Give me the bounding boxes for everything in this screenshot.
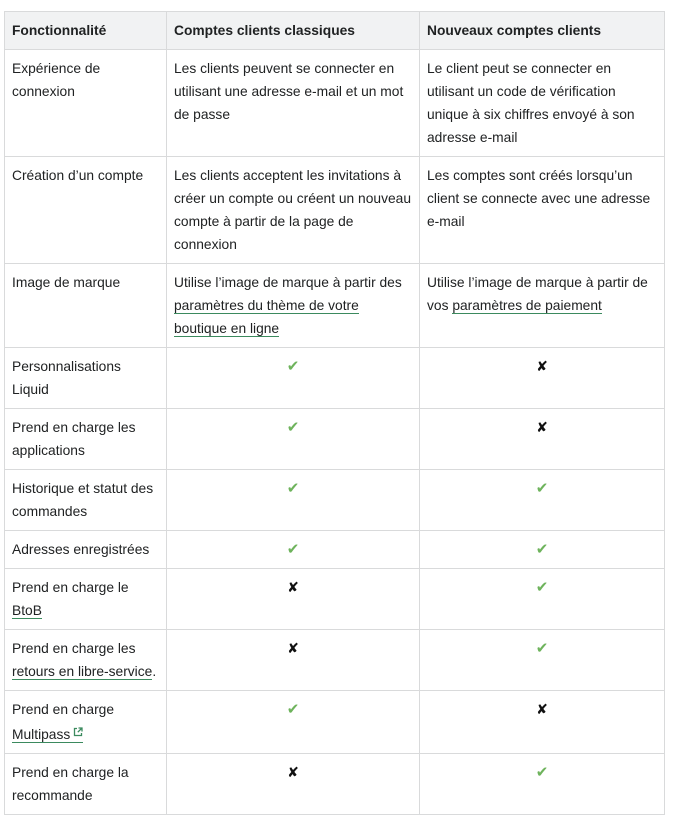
check-icon: ✔ xyxy=(286,541,300,558)
feature-cell: Prend en charge les applications xyxy=(5,409,167,470)
classic-cell xyxy=(167,531,420,569)
table-row xyxy=(5,531,665,569)
check-icon: ✔ xyxy=(535,579,549,596)
feature-cell xyxy=(5,691,167,754)
theme-settings-link[interactable]: paramètres du thème de votre boutique en ligne xyxy=(174,298,359,336)
classic-cell xyxy=(167,754,420,815)
classic-cell xyxy=(167,470,420,531)
comparison-table-wrapper xyxy=(4,11,665,815)
cross-icon: ✘ xyxy=(287,764,299,780)
check-icon: ✔ xyxy=(286,419,300,436)
cross-icon: ✘ xyxy=(287,579,299,595)
new-cell: Les comptes sont créés lorsqu’un client se connecte avec une adresse e-mail xyxy=(420,157,665,264)
table-row xyxy=(5,50,665,157)
check-icon: ✔ xyxy=(535,764,549,781)
feature-cell: Prend en charge la recommande xyxy=(5,754,167,815)
feature-cell xyxy=(5,569,167,630)
new-cell xyxy=(420,754,665,815)
header-classic-accounts: Comptes clients classiques xyxy=(167,12,420,50)
check-icon: ✔ xyxy=(286,480,300,497)
header-row xyxy=(5,12,665,50)
new-cell xyxy=(420,569,665,630)
feature-text: Prend en charge le xyxy=(12,580,129,595)
table-row xyxy=(5,754,665,815)
table-row xyxy=(5,691,665,754)
header-feature: Fonctionnalité xyxy=(5,12,167,50)
classic-cell xyxy=(167,630,420,691)
cross-icon: ✘ xyxy=(287,640,299,656)
check-icon: ✔ xyxy=(286,358,300,375)
self-serve-returns-link[interactable]: retours en libre-service xyxy=(12,664,153,679)
new-cell xyxy=(420,691,665,754)
table-row xyxy=(5,409,665,470)
feature-cell: Historique et statut des commandes xyxy=(5,470,167,531)
feature-cell: Personnalisations Liquid xyxy=(5,348,167,409)
new-cell xyxy=(420,348,665,409)
new-cell: Le client peut se connecter en utilisant un code de vérification unique à six chiffres envoyé à son adresse e-mail xyxy=(420,50,665,157)
new-text: Utilise l’image de marque à partir de vos xyxy=(427,275,648,313)
multipass-link[interactable] xyxy=(12,727,83,743)
feature-text: Prend en charge les xyxy=(12,641,136,656)
table-row xyxy=(5,569,665,630)
classic-cell xyxy=(167,348,420,409)
header-new-accounts: Nouveaux comptes clients xyxy=(420,12,665,50)
cross-icon: ✘ xyxy=(536,358,548,374)
table-row xyxy=(5,157,665,264)
new-cell xyxy=(420,264,665,348)
feature-cell: Création d’un compte xyxy=(5,157,167,264)
check-icon: ✔ xyxy=(535,541,549,558)
check-icon: ✔ xyxy=(286,701,300,718)
check-icon: ✔ xyxy=(535,640,549,657)
feature-cell xyxy=(5,630,167,691)
table-row xyxy=(5,348,665,409)
table-row xyxy=(5,470,665,531)
feature-cell: Adresses enregistrées xyxy=(5,531,167,569)
table-row xyxy=(5,264,665,348)
classic-cell xyxy=(167,569,420,630)
external-link-icon xyxy=(73,721,83,744)
classic-cell: Les clients acceptent les invitations à créer un compte ou créent un nouveau compte à partir de la page de connexion xyxy=(167,157,420,264)
new-cell xyxy=(420,409,665,470)
feature-suffix: . xyxy=(152,664,157,679)
btob-link[interactable]: BtoB xyxy=(12,603,42,618)
feature-text: Prend en charge xyxy=(12,702,115,717)
multipass-link-label: Multipass xyxy=(12,727,71,742)
new-cell xyxy=(420,630,665,691)
checkout-settings-link[interactable]: paramètres de paiement xyxy=(452,298,602,313)
check-icon: ✔ xyxy=(535,480,549,497)
feature-cell: Expérience de connexion xyxy=(5,50,167,157)
cross-icon: ✘ xyxy=(536,701,548,717)
classic-cell xyxy=(167,264,420,348)
classic-text: Utilise l’image de marque à partir des xyxy=(174,275,402,290)
new-cell xyxy=(420,470,665,531)
classic-cell xyxy=(167,409,420,470)
classic-cell xyxy=(167,691,420,754)
cross-icon: ✘ xyxy=(536,419,548,435)
new-cell xyxy=(420,531,665,569)
classic-cell: Les clients peuvent se connecter en utilisant une adresse e-mail et un mot de passe xyxy=(167,50,420,157)
feature-cell: Image de marque xyxy=(5,264,167,348)
comparison-table xyxy=(4,11,665,815)
table-row xyxy=(5,630,665,691)
